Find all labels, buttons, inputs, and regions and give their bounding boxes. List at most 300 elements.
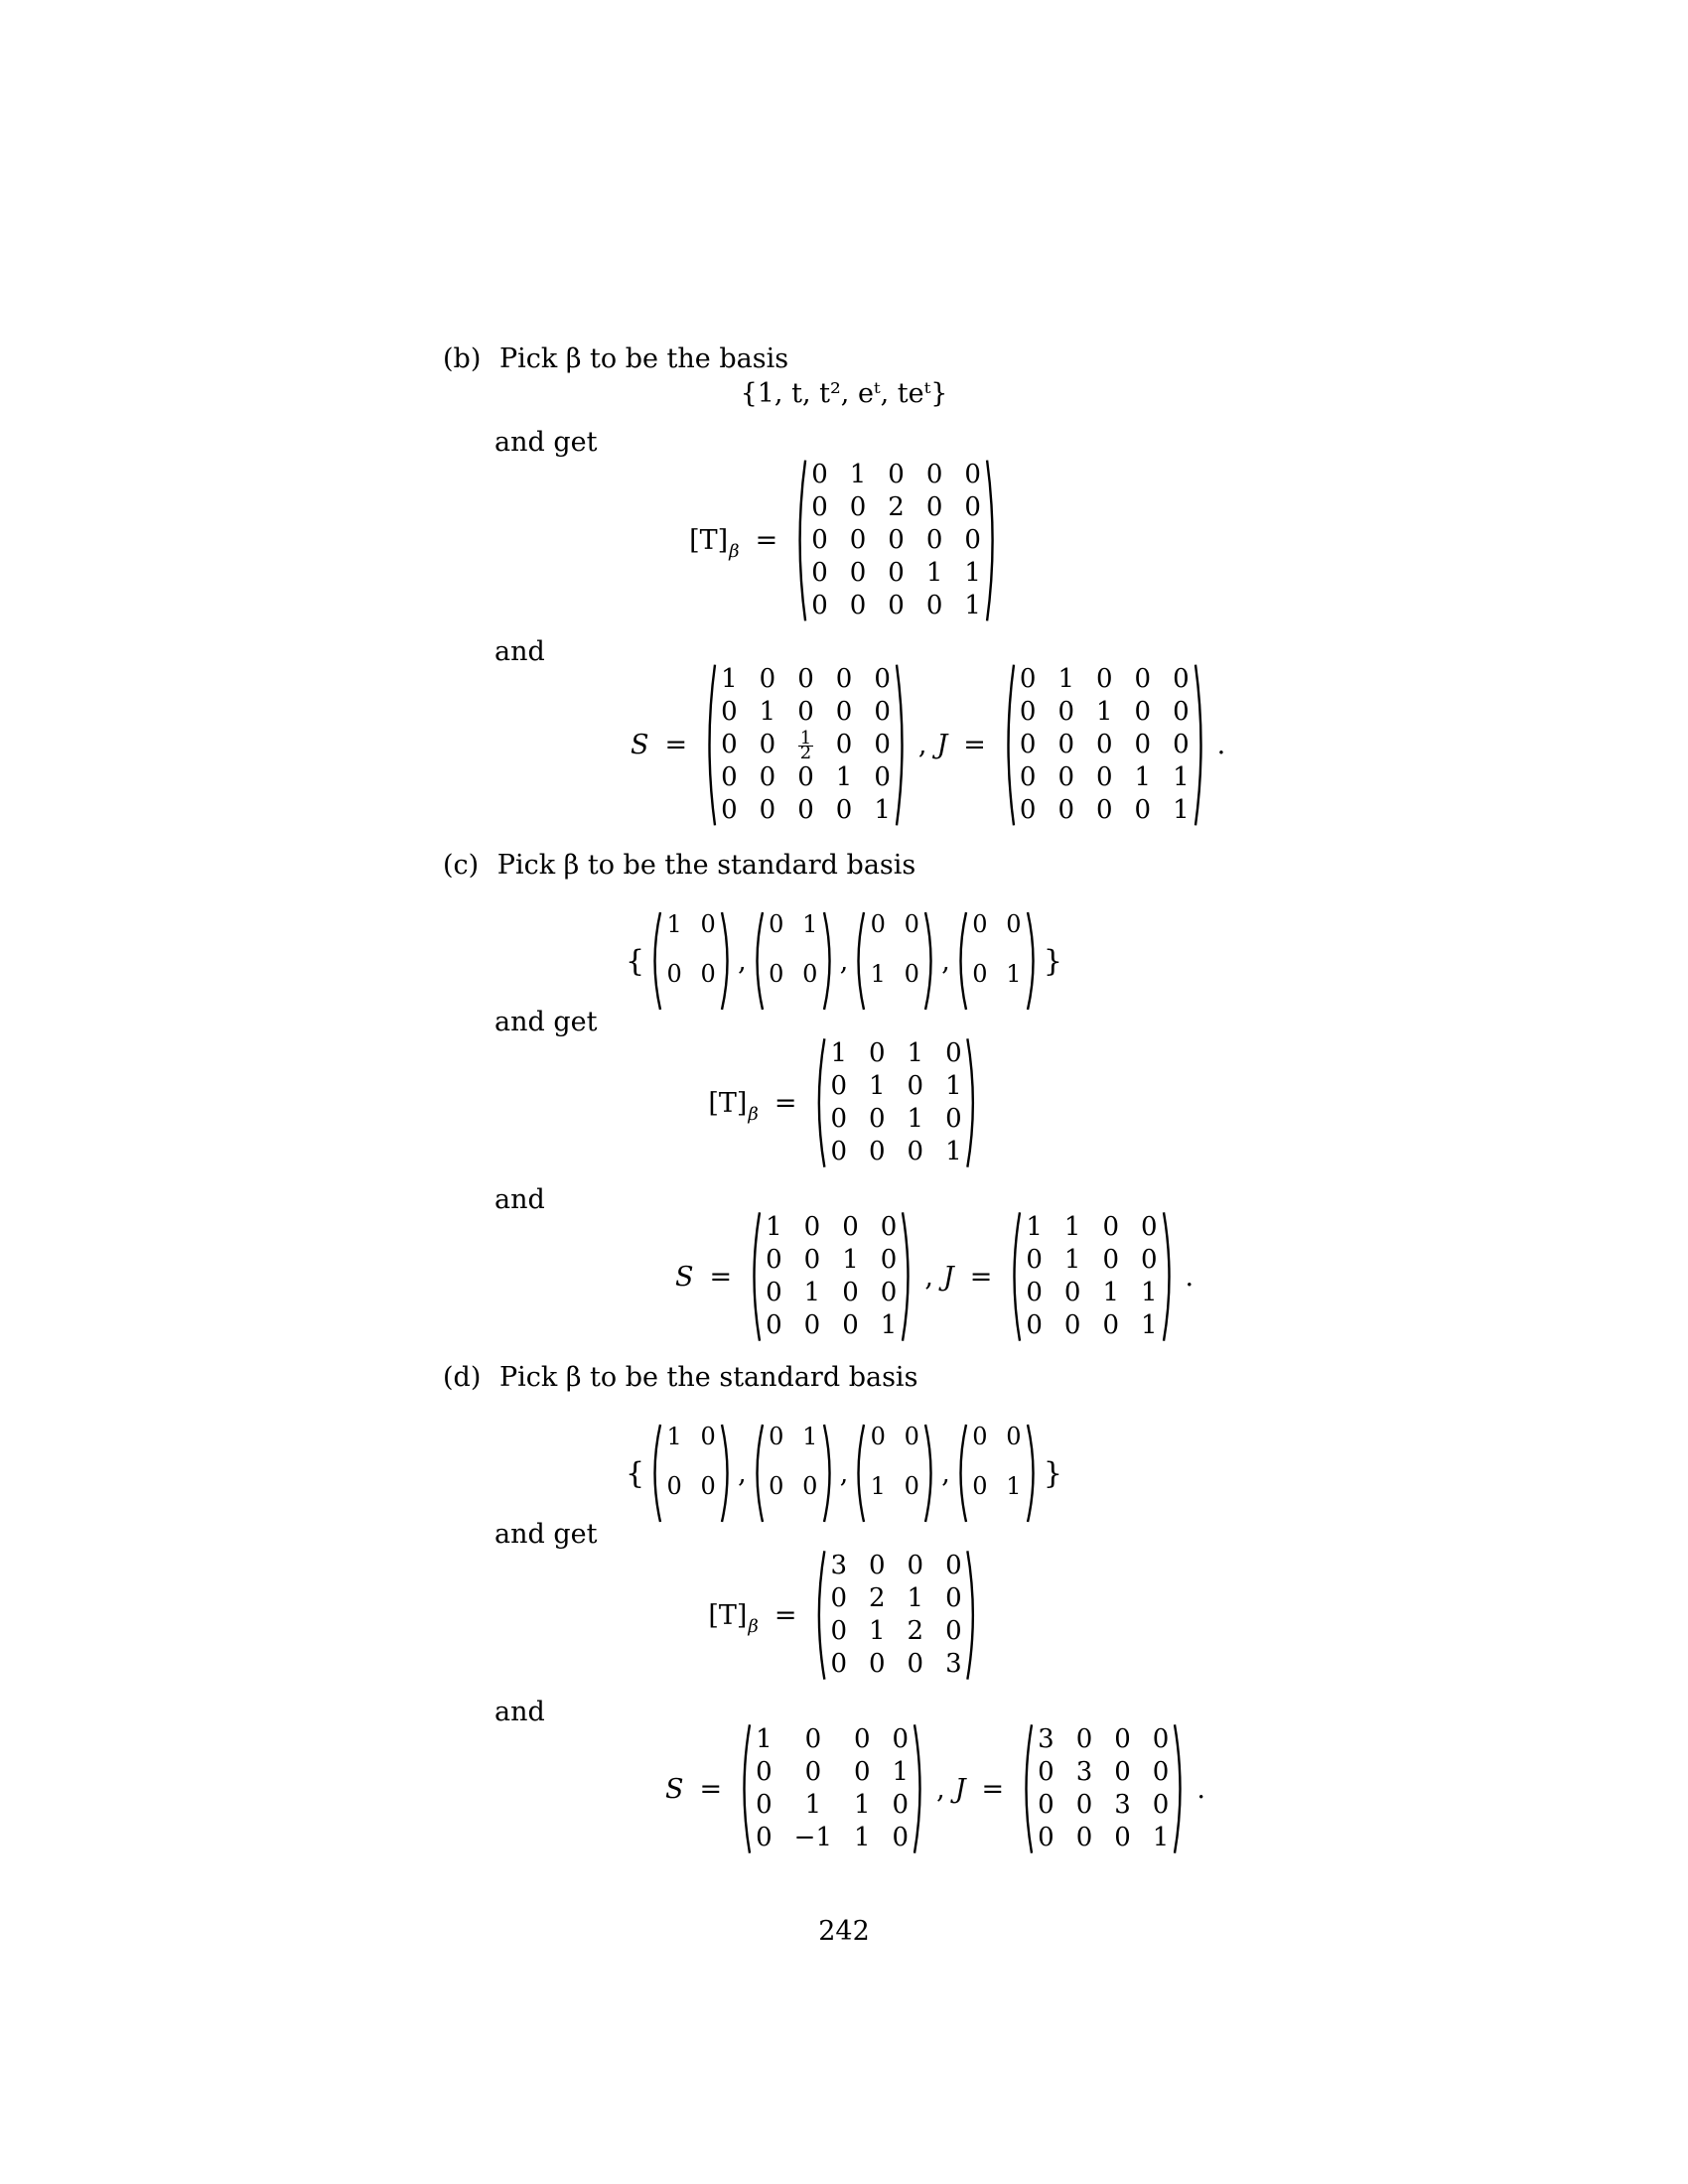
matrix-cell: 0: [907, 1649, 924, 1679]
matrix-cell: 1: [1141, 1310, 1158, 1340]
part-d-intro: Pick β to be the standard basis: [498, 1362, 918, 1393]
matrix-cell: 0: [1019, 730, 1037, 759]
close-brace: }: [1043, 1455, 1062, 1491]
S-label: S: [665, 1773, 684, 1805]
matrix-cell: 0: [1134, 795, 1152, 825]
right-paren: [1026, 911, 1040, 1011]
matrix-cell: 0: [1057, 730, 1074, 759]
matrix-cell: 0: [766, 1310, 782, 1340]
part-b-basis: {1, t, t², eᵗ, teᵗ}: [740, 378, 948, 409]
period: .: [1216, 730, 1226, 760]
part-c-and: and: [494, 1184, 545, 1215]
matrix-cell: 0: [811, 492, 828, 522]
matrix-cell: 0: [721, 795, 738, 825]
matrix-cell: 0: [830, 1583, 848, 1613]
part-b-label: (b): [443, 343, 482, 374]
matrix-cell: 0: [803, 1245, 821, 1275]
matrix-cell: 1: [1134, 762, 1152, 792]
matrix-cell: 0: [945, 1616, 962, 1646]
matrix-cell: 0: [1038, 1823, 1055, 1852]
matrix-cell: 1: [1026, 1212, 1043, 1242]
T-beta-label: $[T]_\beta$: [708, 1087, 759, 1125]
matrix-cell: 1: [1096, 697, 1113, 727]
matrix-cell: 1: [945, 1071, 962, 1101]
part-b-T-matrix: [793, 459, 999, 622]
matrix-cell: 0: [1141, 1212, 1158, 1242]
matrix-cell: 0: [945, 1551, 962, 1580]
matrix-cell: 0: [1114, 1757, 1131, 1787]
matrix-cell: 0: [925, 591, 943, 620]
matrix-cell: 0: [1114, 1823, 1131, 1852]
matrix-cell: 0: [721, 730, 738, 759]
matrix-cell: 0: [721, 697, 738, 727]
matrix-cell: 0: [888, 525, 905, 555]
matrix-cell: 1: [830, 1038, 848, 1068]
matrix-cell: 0: [803, 1310, 821, 1340]
part-b-S-matrix: [703, 663, 909, 827]
matrix-cell: 0: [835, 730, 853, 759]
matrix-cell: 0: [1173, 730, 1190, 759]
matrix-cell: 1: [804, 1790, 822, 1820]
matrix-cell: 0: [811, 525, 828, 555]
matrix-cell: 1: [874, 795, 891, 825]
right-paren: [923, 1424, 937, 1523]
J-label: J: [936, 730, 948, 760]
part-c-T-matrix: [812, 1037, 979, 1168]
matrix-cell: 1: [907, 1038, 924, 1068]
matrix-cell: 0: [835, 795, 853, 825]
matrix-cell: 0: [1096, 730, 1113, 759]
right-paren: [923, 911, 937, 1011]
matrix-cell: 1: [759, 697, 776, 727]
period: .: [1185, 1261, 1195, 1293]
matrix-cell: 1: [803, 1278, 821, 1307]
basis-matrix: [852, 911, 937, 1011]
matrix-cell: 0: [666, 1472, 682, 1500]
matrix-cell: 0: [802, 960, 818, 988]
matrix-cell: 0: [1026, 1245, 1043, 1275]
left-paren: [812, 1037, 826, 1168]
matrix-cell: 0: [769, 910, 784, 938]
left-paren: [648, 1424, 662, 1523]
matrix-cell: 2: [888, 492, 905, 522]
comma: ,: [839, 945, 849, 977]
open-brace: {: [626, 1455, 645, 1491]
part-c-T-equation: [708, 1037, 979, 1168]
matrix-cell: 0: [972, 1423, 988, 1450]
matrix-cell: 0: [1038, 1757, 1055, 1787]
matrix-cell: 0: [869, 1104, 886, 1134]
basis-matrix: [954, 1424, 1040, 1523]
matrix-cell: 3: [945, 1649, 962, 1679]
matrix-cell: 0: [759, 730, 776, 759]
matrix-cell: 0: [1075, 1790, 1093, 1820]
matrix-cell: 1: [869, 1071, 886, 1101]
matrix-cell: 1: [870, 1472, 886, 1500]
right-paren: [720, 1424, 734, 1523]
matrix-cell: 0: [759, 795, 776, 825]
matrix-cell: 0: [1063, 1278, 1081, 1307]
matrix-cell: 1: [964, 591, 981, 620]
matrix-cell: 1: [854, 1790, 871, 1820]
comma: ,: [839, 1457, 849, 1489]
matrix-cell: 3: [1038, 1724, 1055, 1754]
matrix-cell: 0: [756, 1823, 773, 1852]
part-d-T-equation: [708, 1550, 979, 1681]
matrix-cell: 0: [1057, 762, 1074, 792]
S-label: S: [675, 1261, 694, 1293]
matrix-cell: 0: [766, 1278, 782, 1307]
open-brace: {: [626, 943, 645, 979]
matrix-cell: 3: [830, 1551, 848, 1580]
matrix-cell: 0: [1102, 1245, 1119, 1275]
matrix-cell: 1: [1063, 1212, 1081, 1242]
matrix-cell: 0: [869, 1137, 886, 1166]
matrix-cell: 1: [1173, 762, 1190, 792]
matrix-cell: 0: [888, 558, 905, 588]
matrix-cell: 2: [869, 1583, 886, 1613]
matrix-cell: 0: [1019, 795, 1037, 825]
left-paren: [954, 911, 968, 1011]
matrix-cell: 1: [849, 460, 867, 489]
matrix-cell: 0: [811, 460, 828, 489]
part-d-basis: [626, 1424, 1062, 1523]
matrix-cell: 1: [756, 1724, 773, 1754]
matrix-cell: 0: [972, 1472, 988, 1500]
matrix-cell: 0: [759, 664, 776, 694]
page-number: 242: [818, 1916, 870, 1947]
matrix-cell: 0: [1096, 795, 1113, 825]
part-c-heading: [443, 852, 915, 879]
part-c-basis: [626, 911, 1062, 1011]
part-d-T-matrix: [812, 1550, 979, 1681]
matrix-cell: 0: [1173, 697, 1190, 727]
matrix-cell: 0: [904, 960, 919, 988]
basis-matrix: [954, 911, 1040, 1011]
right-paren: [822, 1424, 836, 1523]
matrix-cell: 0: [869, 1551, 886, 1580]
right-paren: [1194, 663, 1207, 827]
matrix-cell: 0: [874, 730, 891, 759]
part-b-intro: Pick β to be the basis: [498, 343, 789, 374]
matrix-cell: 0: [925, 525, 943, 555]
equals-sign: =: [699, 1773, 723, 1805]
part-d-SJ-equation: [665, 1723, 1205, 1854]
matrix-cell: 1: [842, 1245, 859, 1275]
left-paren: [738, 1723, 752, 1854]
right-paren: [901, 1211, 914, 1342]
close-brace: }: [1043, 943, 1062, 979]
matrix-cell: 0: [870, 1423, 886, 1450]
matrix-cell: 0: [811, 558, 828, 588]
matrix-cell: 0: [830, 1137, 848, 1166]
matrix-cell: 0: [907, 1137, 924, 1166]
matrix-cell: 0: [842, 1278, 859, 1307]
matrix-cell: 0: [870, 910, 886, 938]
matrix-cell: 0: [700, 910, 716, 938]
matrix-cell: 0: [756, 1790, 773, 1820]
comma: ,: [941, 945, 950, 977]
left-paren: [852, 1424, 866, 1523]
matrix-cell: 0: [769, 960, 784, 988]
matrix-cell: 0: [804, 1724, 822, 1754]
left-paren: [793, 459, 807, 622]
matrix-cell: 0: [880, 1278, 898, 1307]
matrix-cell: 0: [892, 1823, 910, 1852]
matrix-cell: 0: [888, 460, 905, 489]
matrix-cell: 1: [1057, 664, 1074, 694]
matrix-cell: 0: [756, 1757, 773, 1787]
matrix-cell: 0: [804, 1757, 822, 1787]
matrix-cell: 0: [700, 1423, 716, 1450]
basis-matrix: [751, 911, 836, 1011]
comma: ,: [738, 945, 747, 977]
matrix-cell: 1: [1102, 1278, 1119, 1307]
matrix-cell: 0: [1019, 762, 1037, 792]
matrix-cell: 0: [1075, 1724, 1093, 1754]
part-c-and-get: and get: [494, 1007, 598, 1037]
equals-sign: =: [755, 525, 778, 556]
matrix-cell: 0: [842, 1310, 859, 1340]
part-c-intro: Pick β to be the standard basis: [496, 850, 916, 881]
matrix-cell: 0: [1102, 1212, 1119, 1242]
basis-matrix: [852, 1424, 937, 1523]
matrix-cell: 0: [830, 1616, 848, 1646]
right-paren: [1026, 1424, 1040, 1523]
period: .: [1196, 1773, 1205, 1805]
matrix-cell: 1: [1006, 960, 1022, 988]
matrix-cell: 1: [1141, 1278, 1158, 1307]
matrix-cell: 1: [766, 1212, 782, 1242]
right-paren: [966, 1550, 980, 1681]
matrix-cell: 0: [1075, 1823, 1093, 1852]
right-paren: [985, 459, 999, 622]
matrix-cell: 0: [854, 1757, 871, 1787]
matrix-cell: 0: [945, 1038, 962, 1068]
comma: ,: [936, 1773, 945, 1805]
matrix-cell: 0: [1096, 664, 1113, 694]
matrix-cell: 0: [1019, 697, 1037, 727]
matrix-cell: 1: [870, 960, 886, 988]
matrix-cell: 0: [964, 525, 981, 555]
matrix-cell: 0: [849, 525, 867, 555]
S-label: S: [631, 730, 649, 760]
matrix-cell: 0: [904, 910, 919, 938]
matrix-cell: 0: [721, 762, 738, 792]
matrix-cell: 0: [1006, 910, 1022, 938]
matrix-cell: 0: [854, 1724, 871, 1754]
comma: ,: [917, 730, 927, 760]
matrix-cell: 0: [907, 1551, 924, 1580]
matrix-cell: 0: [830, 1071, 848, 1101]
matrix-cell: 0: [830, 1649, 848, 1679]
matrix-cell: 0: [797, 795, 814, 825]
matrix-cell: 1: [869, 1616, 886, 1646]
matrix-cell: 0: [945, 1104, 962, 1134]
matrix-cell: 0: [797, 664, 814, 694]
matrix-cell: 0: [1057, 795, 1074, 825]
matrix-cell: 0: [811, 591, 828, 620]
matrix-cell: 0: [1019, 664, 1037, 694]
right-paren: [822, 911, 836, 1011]
comma: ,: [941, 1457, 950, 1489]
matrix-cell: 3: [1075, 1757, 1093, 1787]
matrix-cell: 0: [1134, 730, 1152, 759]
matrix-cell: 0: [1006, 1423, 1022, 1450]
matrix-cell: 0: [1026, 1310, 1043, 1340]
part-c-J-matrix: [1008, 1211, 1175, 1342]
left-paren: [1020, 1723, 1034, 1854]
part-d-and-get: and get: [494, 1519, 598, 1550]
matrix-cell: 0: [849, 492, 867, 522]
matrix-cell: 0: [1114, 1724, 1131, 1754]
T-beta-label: $[T]_\beta$: [708, 1599, 759, 1637]
matrix-cell: 1: [1063, 1245, 1081, 1275]
part-d-and: and: [494, 1697, 545, 1727]
comma: ,: [924, 1261, 933, 1293]
matrix-cell: 0: [700, 960, 716, 988]
matrix-cell: 0: [888, 591, 905, 620]
left-paren: [703, 663, 717, 827]
part-d-S-matrix: [738, 1723, 926, 1854]
matrix-cell: 1: [907, 1104, 924, 1134]
left-paren: [812, 1550, 826, 1681]
matrix-cell: 0: [925, 492, 943, 522]
right-paren: [913, 1723, 926, 1854]
matrix-cell: 0: [874, 664, 891, 694]
matrix-cell: 2: [907, 1616, 924, 1646]
matrix-cell: 0: [797, 697, 814, 727]
part-b-heading: [443, 345, 788, 372]
T-beta-label: $[T]_\beta$: [689, 525, 740, 562]
left-paren: [751, 1424, 765, 1523]
left-paren: [648, 911, 662, 1011]
equals-sign: =: [969, 1261, 993, 1293]
left-paren: [852, 911, 866, 1011]
part-b-SJ-equation: [631, 663, 1225, 827]
right-paren: [895, 663, 909, 827]
matrix-cell: 0: [666, 960, 682, 988]
part-b-J-matrix: [1002, 663, 1207, 827]
matrix-cell: 0: [1134, 697, 1152, 727]
matrix-cell: 0: [797, 762, 814, 792]
matrix-cell: 0: [904, 1472, 919, 1500]
part-b-and: and: [494, 636, 545, 667]
part-d-heading: [443, 1364, 917, 1391]
equals-sign: =: [664, 730, 688, 760]
left-paren: [1002, 663, 1016, 827]
matrix-cell: 0: [1173, 664, 1190, 694]
matrix-cell: 0: [1141, 1245, 1158, 1275]
matrix-cell: 1: [666, 1423, 682, 1450]
matrix-cell: 1: [666, 910, 682, 938]
matrix-cell: 0: [907, 1071, 924, 1101]
matrix-cell: 0: [972, 910, 988, 938]
matrix-cell: 0: [964, 460, 981, 489]
matrix-cell: 0: [1057, 697, 1074, 727]
matrix-cell: 0: [769, 1423, 784, 1450]
matrix-cell: 0: [869, 1649, 886, 1679]
matrix-cell: 0: [802, 1472, 818, 1500]
matrix-cell: 0: [945, 1583, 962, 1613]
matrix-cell: 1: [964, 558, 981, 588]
basis-matrix: [751, 1424, 836, 1523]
right-paren: [966, 1037, 980, 1168]
matrix-cell: 1: [1152, 1823, 1170, 1852]
matrix-cell: 0: [1038, 1790, 1055, 1820]
matrix-cell: 1: [835, 762, 853, 792]
matrix-cell: 1: [721, 664, 738, 694]
part-c-label: (c): [443, 850, 480, 881]
matrix-cell: 0: [964, 492, 981, 522]
matrix-cell: 3: [1114, 1790, 1131, 1820]
part-c-S-matrix: [748, 1211, 914, 1342]
matrix-cell: 0: [1134, 664, 1152, 694]
matrix-cell: 0: [766, 1245, 782, 1275]
left-paren: [954, 1424, 968, 1523]
matrix-cell: 0: [1026, 1278, 1043, 1307]
matrix-cell: 0: [835, 697, 853, 727]
equals-sign: =: [774, 1087, 797, 1119]
matrix-cell: 0: [1152, 1790, 1170, 1820]
J-label: J: [954, 1773, 966, 1805]
matrix-cell: 0: [925, 460, 943, 489]
matrix-cell: 1: [907, 1583, 924, 1613]
fraction: $\frac{1}{2}$: [799, 727, 812, 763]
matrix-cell: 0: [803, 1212, 821, 1242]
matrix-cell: 0: [1063, 1310, 1081, 1340]
matrix-cell: 0: [849, 591, 867, 620]
matrix-cell: 1: [802, 1423, 818, 1450]
left-paren: [1008, 1211, 1022, 1342]
matrix-cell: 1: [945, 1137, 962, 1166]
part-d-J-matrix: [1020, 1723, 1187, 1854]
right-paren: [720, 911, 734, 1011]
left-paren: [751, 911, 765, 1011]
comma: ,: [738, 1457, 747, 1489]
matrix-cell: 0: [972, 960, 988, 988]
equals-sign: =: [981, 1773, 1005, 1805]
J-label: J: [942, 1261, 954, 1293]
matrix-cell: 0: [880, 1212, 898, 1242]
matrix-cell: 0: [842, 1212, 859, 1242]
matrix-cell: 1: [1006, 1472, 1022, 1500]
matrix-cell: 0: [1096, 762, 1113, 792]
equals-sign: =: [774, 1599, 797, 1631]
matrix-cell: 0: [769, 1472, 784, 1500]
matrix-cell: 0: [759, 762, 776, 792]
matrix-cell: 0: [869, 1038, 886, 1068]
matrix-cell: 0: [1102, 1310, 1119, 1340]
matrix-cell: 0: [700, 1472, 716, 1500]
matrix-cell: 0: [892, 1724, 910, 1754]
matrix-cell: 1: [925, 558, 943, 588]
basis-matrix: [648, 911, 734, 1011]
matrix-cell: [797, 729, 814, 761]
matrix-cell: 0: [880, 1245, 898, 1275]
matrix-cell: 1: [854, 1823, 871, 1852]
matrix-cell: 0: [892, 1790, 910, 1820]
matrix-cell: −1: [793, 1823, 832, 1852]
matrix-cell: 1: [802, 910, 818, 938]
basis-matrix: [648, 1424, 734, 1523]
equals-sign: =: [709, 1261, 733, 1293]
matrix-cell: 1: [880, 1310, 898, 1340]
part-d-label: (d): [443, 1362, 482, 1393]
right-paren: [1162, 1211, 1176, 1342]
left-paren: [748, 1211, 762, 1342]
matrix-cell: 0: [874, 697, 891, 727]
